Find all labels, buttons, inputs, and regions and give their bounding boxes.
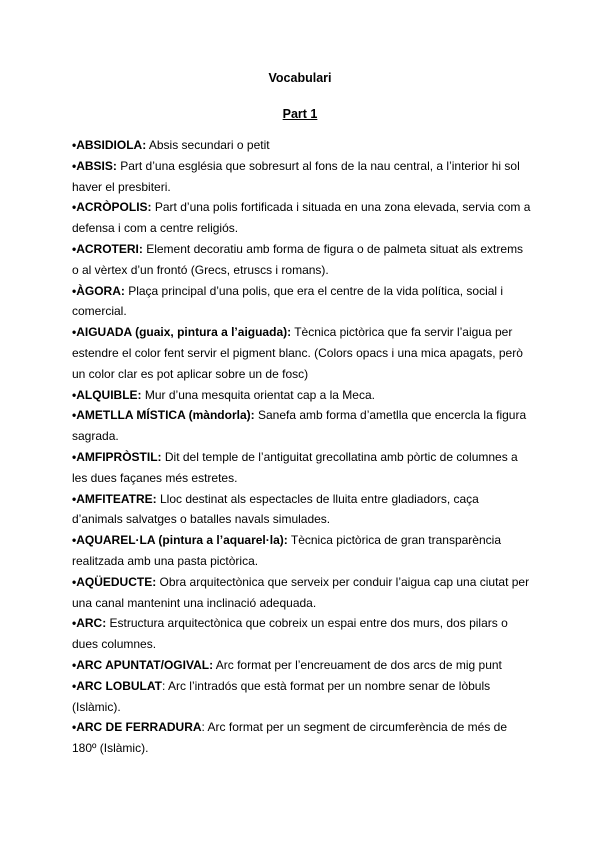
vocabulary-entry bbox=[72, 239, 532, 281]
entry-definition: : Arc l’intradós que està format per un nombre senar de lòbuls (Islàmic). bbox=[72, 678, 491, 714]
entry-term: •ÀGORA: bbox=[72, 283, 125, 298]
vocabulary-entry bbox=[72, 322, 532, 384]
entry-term: •ABSIS: bbox=[72, 158, 117, 173]
vocabulary-entry bbox=[72, 530, 532, 572]
entry-term: •AMFIPRÒSTIL: bbox=[72, 449, 162, 464]
entry-term: •ALQUIBLE: bbox=[72, 387, 142, 402]
vocabulary-entry bbox=[72, 156, 532, 198]
vocabulary-entry bbox=[72, 489, 532, 531]
entry-term: •AIGUADA (guaix, pintura a l’aiguada): bbox=[72, 325, 292, 340]
vocabulary-entry bbox=[72, 572, 532, 614]
entry-term: •AMETLLA MÍSTICA (màndorla): bbox=[72, 408, 255, 423]
entry-definition: Tècnica pictòrica de gran transparència realitzada amb una pasta pictòrica. bbox=[72, 533, 501, 568]
entry-definition: Part d’una polis fortificada i situada en una zona elevada, servia com a defensa i com a centre religiós. bbox=[72, 200, 531, 236]
document-title: Vocabulari bbox=[268, 71, 332, 85]
vocabulary-entry bbox=[72, 385, 532, 406]
entry-definition: Mur d’una mesquita orientat cap a la Meca. bbox=[141, 387, 375, 402]
entry-definition: Absis secundari o petit bbox=[146, 138, 270, 152]
vocabulary-entry bbox=[72, 717, 532, 759]
vocabulary-entry bbox=[72, 655, 532, 676]
vocabulary-entry bbox=[72, 676, 532, 718]
entry-definition: Part d’una església que sobresurt al fons de la nau central, a l’interior hi sol haver el presbiteri. bbox=[72, 158, 520, 194]
entry-term: •ARC APUNTAT/OGIVAL: bbox=[72, 657, 214, 672]
vocabulary-entry bbox=[72, 281, 532, 323]
entry-definition: : Arc format per un segment de circumferència de més de 180º (Islàmic). bbox=[72, 720, 508, 756]
vocabulary-entry bbox=[72, 135, 532, 156]
entry-term: •ABSIDIOLA: bbox=[72, 138, 147, 152]
entry-definition: Lloc destinat als espectacles de lluita entre gladiadors, caça d’animals salvatges o batalles navals simulades. bbox=[72, 491, 479, 527]
entry-definition: Dit del temple de l’antiguitat grecollatina amb pòrtic de columnes a les dues façanes més estretes. bbox=[72, 449, 518, 485]
entry-term: •AMFITEATRE: bbox=[72, 491, 157, 506]
vocabulary-list bbox=[72, 135, 532, 759]
entry-definition: Plaça principal d’una polis, que era el centre de la vida política, social i comercial. bbox=[72, 283, 504, 319]
entry-term: •ACRÒPOLIS: bbox=[72, 200, 152, 215]
entry-definition: Obra arquitectònica que serveix per conduir l’aigua cap una ciutat per una canal mantenint una inclinació adequada. bbox=[72, 574, 530, 610]
entry-definition: Tècnica pictòrica que fa servir l’aigua per estendre el color fent servir el pigment blanc. (Colors opacs i una mica apagats, però un color clar es pot aplicar sobre un de fosc) bbox=[72, 325, 523, 381]
entry-term: •AQÜEDUCTE: bbox=[72, 574, 157, 589]
vocabulary-entry bbox=[72, 613, 532, 655]
entry-definition: Element decoratiu amb forma de figura o de palmeta situat als extrems o al vèrtex d’un frontó (Grecs, etruscs i romans). bbox=[72, 241, 524, 277]
entry-term: •ARC LOBULAT bbox=[72, 678, 162, 693]
entry-term: •ARC: bbox=[72, 616, 107, 631]
vocabulary-entry bbox=[72, 197, 532, 239]
part-heading: Part 1 bbox=[282, 107, 318, 121]
vocabulary-entry bbox=[72, 447, 532, 489]
entry-definition: Sanefa amb forma d’ametlla que encercla la figura sagrada. bbox=[72, 408, 527, 444]
entry-definition: Estructura arquitectònica que cobreix un espai entre dos murs, dos pilars o dues columnes. bbox=[72, 616, 508, 652]
entry-term: •AQUAREL·LA (pintura a l’aquarel·la): bbox=[72, 533, 288, 548]
vocabulary-entry bbox=[72, 405, 532, 447]
entry-term: •ACROTERI: bbox=[72, 241, 143, 256]
entry-term: •ARC DE FERRADURA bbox=[72, 720, 202, 735]
entry-definition: Arc format per l’encreuament de dos arcs de mig punt bbox=[213, 657, 502, 672]
